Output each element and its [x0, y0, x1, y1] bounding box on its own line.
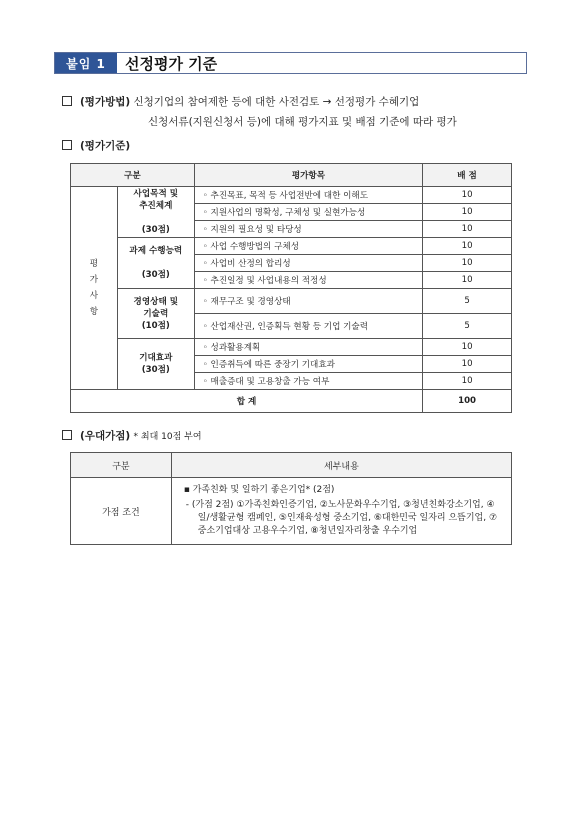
bonus-note: * 최대 10점 부여 [133, 432, 202, 442]
item-cell: ◦ 인증취득에 따른 중장기 기대효과 [194, 356, 422, 373]
header-items: 평가항목 [194, 164, 422, 187]
score-cell: 10 [423, 373, 512, 390]
score-cell: 10 [423, 187, 512, 204]
checkbox-bullet-icon [62, 96, 72, 106]
checkbox-bullet-icon [62, 430, 72, 440]
bonus-heading [62, 426, 202, 447]
score-cell: 10 [423, 204, 512, 221]
header-category: 구분 [71, 164, 195, 187]
group-cell: 사업목적 및 추진체계 (30점) [117, 187, 194, 238]
bonus-label: (우대가점) [80, 430, 131, 442]
item-cell: ◦ 추진목표, 목적 등 사업전반에 대한 이해도 [194, 187, 422, 204]
table-header-row [71, 164, 512, 187]
item-cell: ◦ 지원의 필요성 및 타당성 [194, 221, 422, 238]
item-cell: ◦ 재무구조 및 경영상태 [194, 289, 422, 314]
item-cell: ◦ 지원사업의 명확성, 구체성 및 실현가능성 [194, 204, 422, 221]
group-cell: 경영상태 및 기술력 (10점) [117, 289, 194, 339]
score-cell: 5 [423, 289, 512, 314]
bonus-row-label: 가점 조건 [71, 478, 172, 545]
method-label: (평가방법) [80, 96, 131, 108]
total-score: 100 [423, 390, 512, 413]
bonus-detail-cell [171, 478, 511, 545]
score-cell: 10 [423, 238, 512, 255]
table-row [71, 339, 512, 356]
score-cell: 10 [423, 356, 512, 373]
table-row [71, 289, 512, 314]
score-cell: 10 [423, 339, 512, 356]
side-label: 평 가 사 항 [71, 187, 118, 390]
method-line2: 신청서류(지원신청서 등)에 대해 평가지표 및 배점 기준에 따라 평가 [148, 116, 457, 128]
bonus-line2: - (가점 2점) ①가족친화인증기업, ②노사문화우수기업, ③청년친화강소기업, ④일/생활균형 캠페인, ⑤인재육성형 중소기업, ⑥대한민국 일자리 으뜸기업, ⑦중소기업대상 고용우수기업, ⑧청년일자리창출 우수기업 [185, 500, 498, 536]
total-label: 합 계 [71, 390, 423, 413]
total-row [71, 390, 512, 413]
evaluation-table [70, 163, 512, 413]
header-score: 배 점 [423, 164, 512, 187]
table-row [71, 187, 512, 204]
page-title: 선정평가 기준 [125, 54, 218, 73]
score-cell: 5 [423, 314, 512, 339]
item-cell: ◦ 추진일정 및 사업내용의 적정성 [194, 272, 422, 289]
score-cell: 10 [423, 221, 512, 238]
method-paragraph [62, 92, 419, 112]
table-header-row [71, 453, 512, 478]
group-cell: 과제 수행능력 (30점) [117, 238, 194, 289]
item-cell: ◦ 산업재산권, 인증획득 현황 등 기업 기술력 [194, 314, 422, 339]
item-cell: ◦ 사업비 산정의 합리성 [194, 255, 422, 272]
score-cell: 10 [423, 255, 512, 272]
bonus-header-detail: 세부내용 [171, 453, 511, 478]
table-row [71, 238, 512, 255]
bonus-header-category: 구분 [71, 453, 172, 478]
criteria-heading: (평가기준) [62, 136, 130, 156]
bonus-line1: ▪ 가족친화 및 일하기 좋은기업* (2점) [183, 485, 335, 495]
checkbox-bullet-icon [62, 140, 72, 150]
bonus-table [70, 452, 512, 545]
method-line1: 신청기업의 참여제한 등에 대한 사전검토 → 선정평가 수혜기업 [133, 96, 420, 108]
attachment-tag: 붙임 1 [55, 53, 117, 73]
score-cell: 10 [423, 272, 512, 289]
item-cell: ◦ 매출증대 및 고용창출 가능 여부 [194, 373, 422, 390]
section-header [54, 52, 527, 74]
item-cell: ◦ 사업 수행방법의 구체성 [194, 238, 422, 255]
item-cell: ◦ 성과활용계획 [194, 339, 422, 356]
table-row [71, 478, 512, 545]
group-cell: 기대효과 (30점) [117, 339, 194, 390]
